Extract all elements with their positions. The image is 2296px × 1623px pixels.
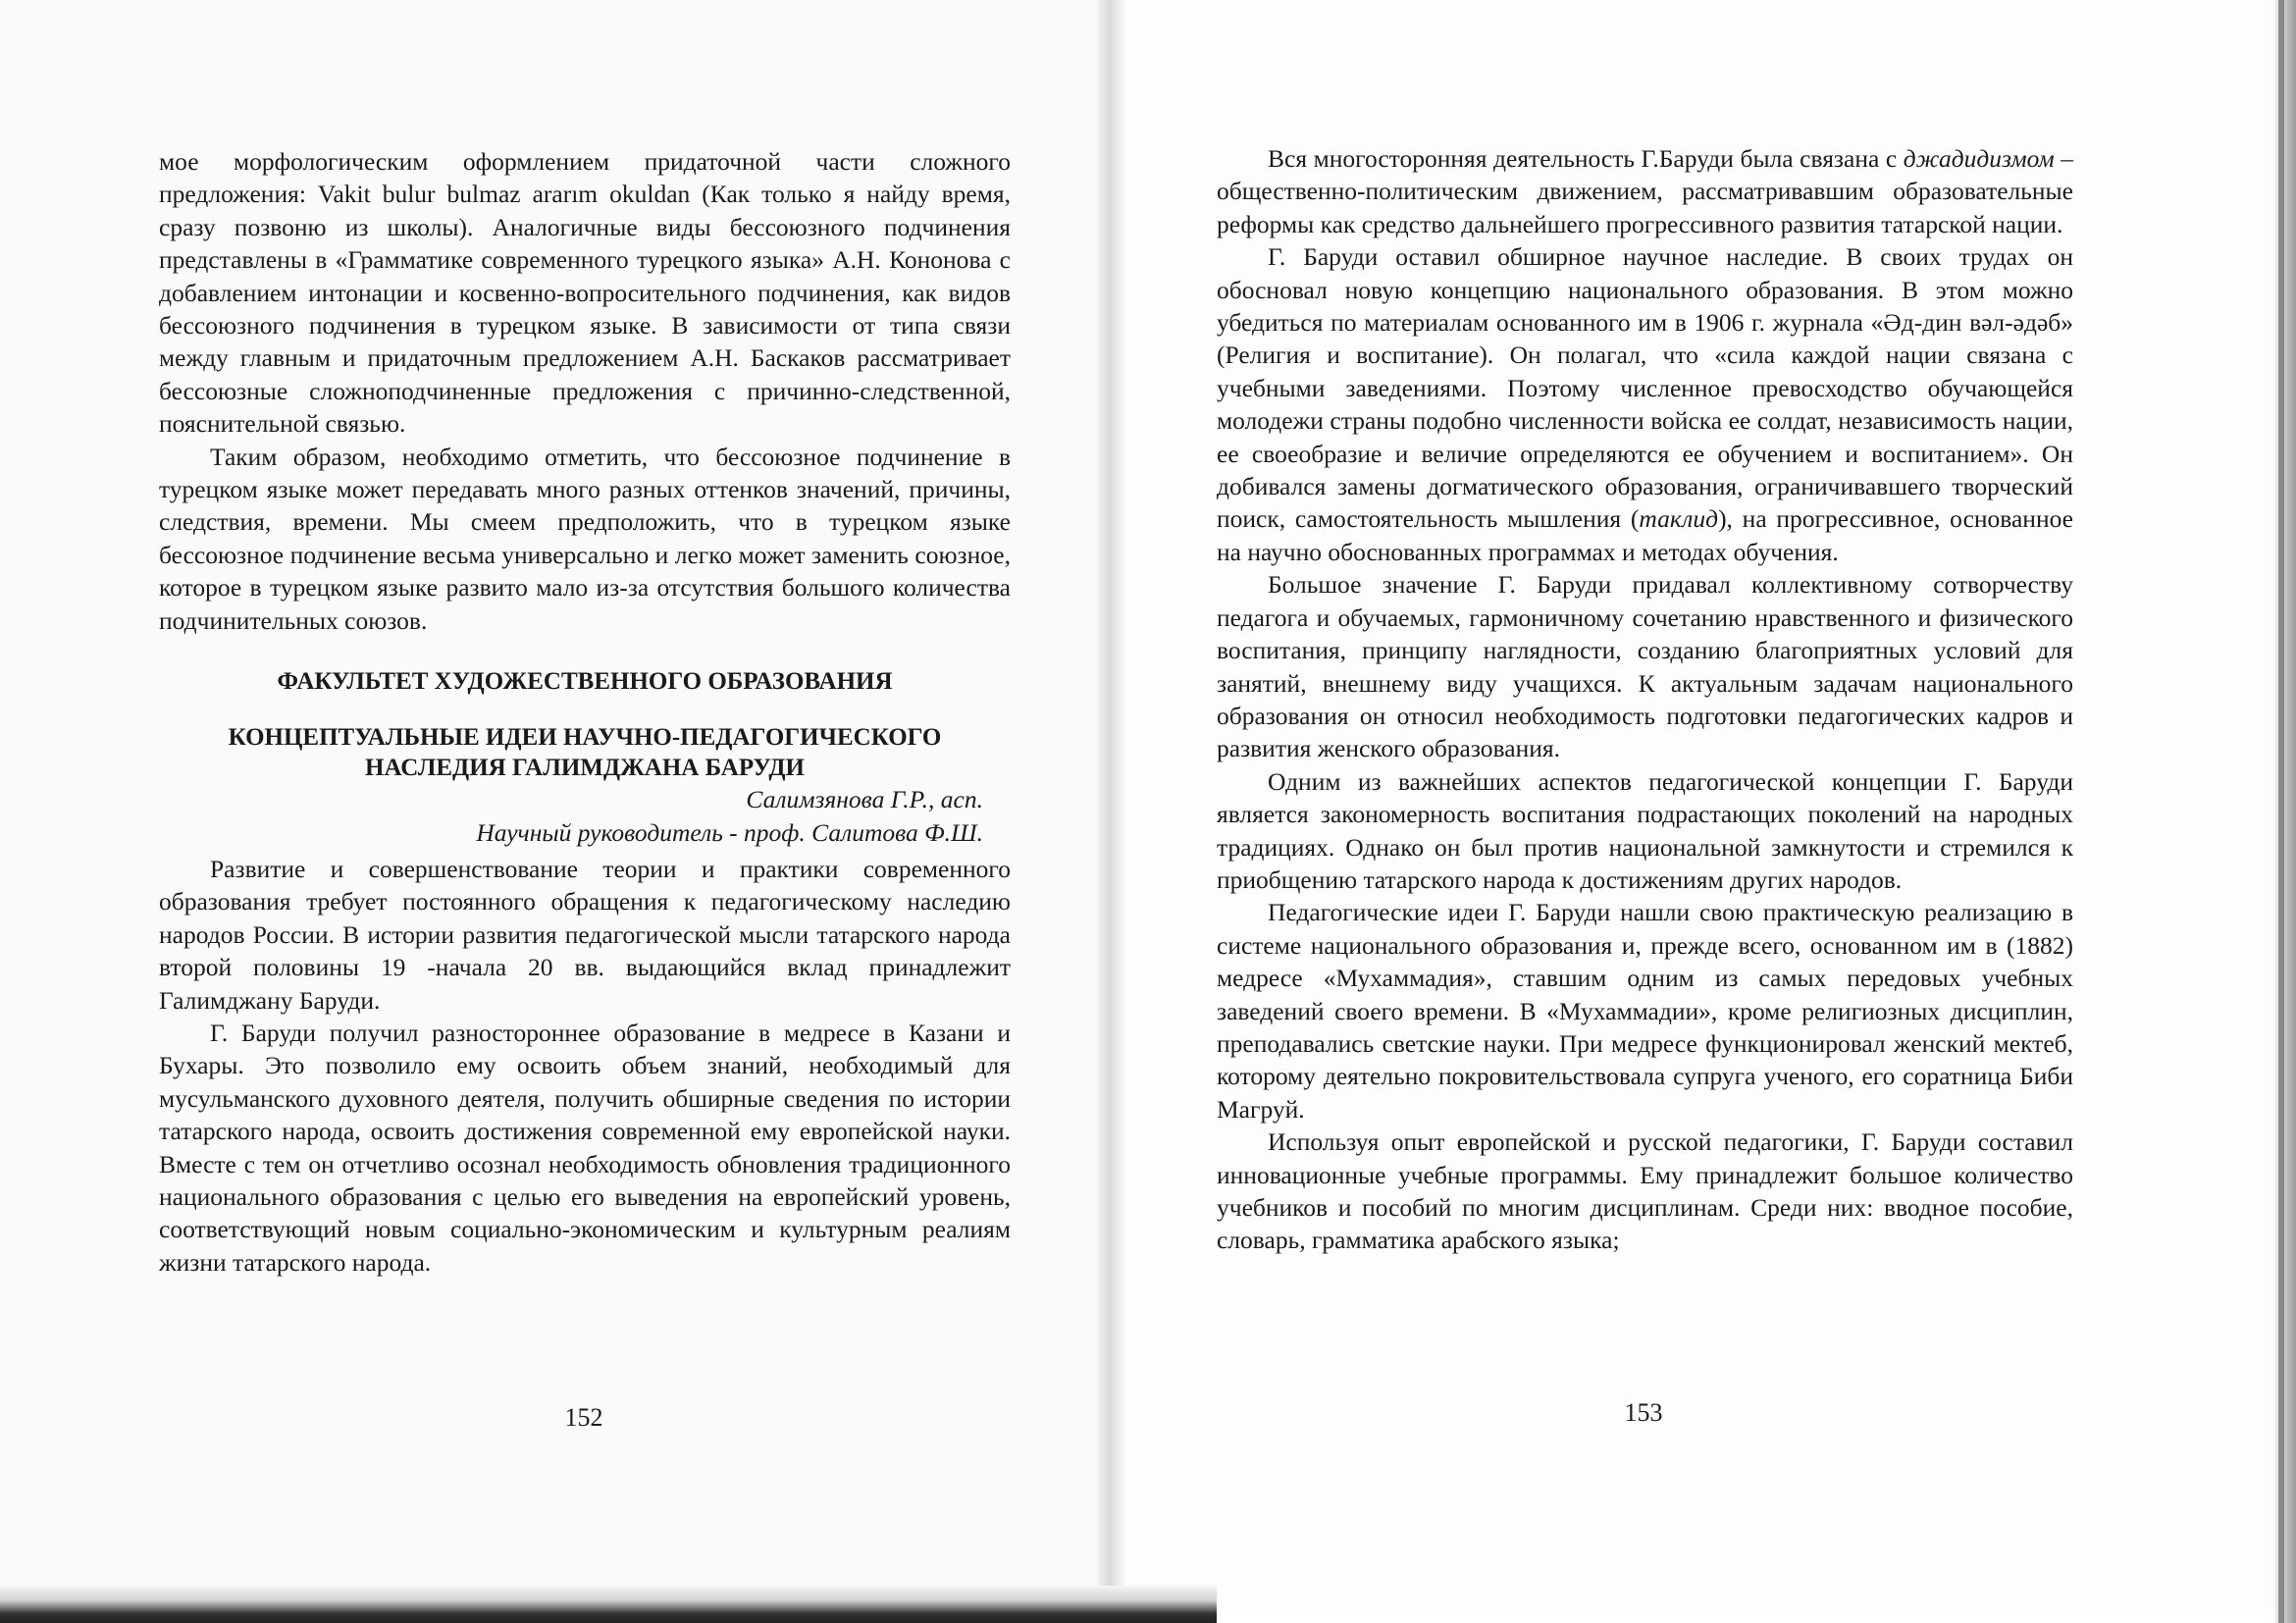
italic-term: таклид: [1639, 504, 1719, 534]
paragraph: Большое значение Г. Баруди придавал коллективному сотворчеству педагога и обучаемых, гармоничному сочетанию нравственного и физического воспитания, принципу наглядности, созданию благоприятных условий для занятий, внешнему виду учащихся. К актуальным задачам национального образования он относил необходимость подготовки педагогических кадров и развития женского образования.: [1217, 570, 2073, 763]
paragraph: Вся многосторонняя деятельность Г.Баруди была связана с джадидизмом – общественно-политическим движением, рассматривавшим образовательные реформы как средство дальнейшего прогрессивного развития татарской нации.: [1217, 144, 2074, 238]
paragraph: Развитие и совершенствование теории и практики современного образования требует постоянного обращения к педагогическому наследию народов России. В истории развития педагогической мысли татарского народа второй половины 19 -начала 20 вв. выдающийся вклад принадлежит Галимджану Баруди.: [159, 854, 1011, 1015]
right-page-text: [1217, 142, 2073, 1257]
article-title-line2: НАСЛЕДИЯ ГАЛИМДЖАНА БАРУДИ: [365, 755, 805, 782]
page-edge-shadow: [2278, 0, 2284, 1623]
article-supervisor: Научный руководитель - проф. Салитова Ф.Ш.: [476, 817, 983, 847]
left-page-text: [159, 145, 1011, 1279]
paragraph: Одним из важнейших аспектов педагогической концепции Г. Баруди является закономерность воспитания подрастающих поколений на народных традициях. Однако он был против национальной замкнутости и стремился к приобщению татарского народа к достижениям других народов.: [1217, 766, 2073, 894]
paragraph: Используя опыт европейской и русской педагогики, Г. Баруди составил инновационные учебные программы. Ему принадлежит большое количество учебников и пособий по многим дисциплинам. Среди них: вводное пособие, словарь, грамматика арабского языка;: [1217, 1127, 2073, 1255]
paragraph: Г. Баруди получил разностороннее образование в медресе в Казани и Бухары. Это позволило ему освоить объем знаний, необходимый для мусульманского духовного деятеля, получить обширные сведения по истории татарского народа, освоить достижения современной ему европейской науки. Вместе с тем он отчетливо осознал необходимость обновления традиционного национального образования с целью его выведения на европейский уровень, соответствующий новым социально-экономическим и культурным реалиям жизни татарского народа.: [159, 1018, 1011, 1277]
article-title-line1: КОНЦЕПТУАЛЬНЫЕ ИДЕИ НАУЧНО-ПЕДАГОГИЧЕСКОГО: [228, 724, 942, 752]
paragraph: Таким образом, необходимо отметить, что бессоюзное подчинение в турецком языке может передавать много разных оттенков значений, причины, следствия, времени. Мы смеем предположить, что в турецком языке бессоюзное подчинение весьма универсально и легко может заменить союзное, которое в турецком языке развито мало из-за отсутствия большого количества подчинительных союзов.: [159, 442, 1011, 635]
page-number-right: 153: [1624, 1398, 1663, 1427]
paragraph: Г. Баруди оставил обширное научное наследие. В своих трудах он обосновал новую концепцию национального образования. В этом можно убедиться по материалам основанного им в 1906 г. журнала «Әд-дин вәл-әдәб» (Религия и воспитание). Он полагал, что «сила каждой нации связана с учебными заведениями. Поэтому численное превосходство обучающейся молодежи страны подобно численности войска ее солдат, независимость нации, ее своеобразие и величие определяются ее обучением и воспитанием». Он добивался замены догматического образования, ограничивавшего творческий поиск, самостоятельность мышления (таклид), на прогрессивное, основанное на научно обоснованных программах и методах обучения.: [1217, 242, 2073, 566]
paragraph: мое морфологическим оформлением придаточной части сложного предложения: Vakit bulur bulmaz ararım okuldan (Как только я найду время, сразу позвоню из школы). Аналогичные виды бессоюзного подчинения представлены в «Грамматике современного турецкого языка» А.Н. Кононова с добавлением интонации и косвенно-вопросительного подчинения, как видов бессоюзного подчинения в турецком языке. В зависимости от типа связи между главным и придаточным предложением А.Н. Баскаков рассматривает бессоюзные сложноподчиненные предложения с причинно-следственной, пояснительной связью.: [159, 147, 1011, 439]
scan-bottom-shadow: [0, 1586, 1217, 1623]
page-number-left: 152: [564, 1403, 603, 1432]
paragraph: Педагогические идеи Г. Баруди нашли свою практическую реализацию в системе национального образования и, прежде всего, основанном им в (1882) медресе «Мухаммадия», ставшим одним из самых передовых учебных заведений своего времени. В «Мухаммадии», кроме религиозных дисциплин, преподавались светские науки. При медресе функционировал женский мектеб, которому деятельно покровительствовала супруга ученого, его соратница Биби Магруй.: [1217, 898, 2073, 1124]
article-author: Салимзянова Г.Р., асп.: [746, 785, 983, 814]
faculty-heading: ФАКУЛЬТЕТ ХУДОЖЕСТВЕННОГО ОБРАЗОВАНИЯ: [277, 668, 893, 696]
book-gutter: [1097, 0, 1126, 1623]
italic-term: джадидизмом: [1903, 144, 2055, 173]
